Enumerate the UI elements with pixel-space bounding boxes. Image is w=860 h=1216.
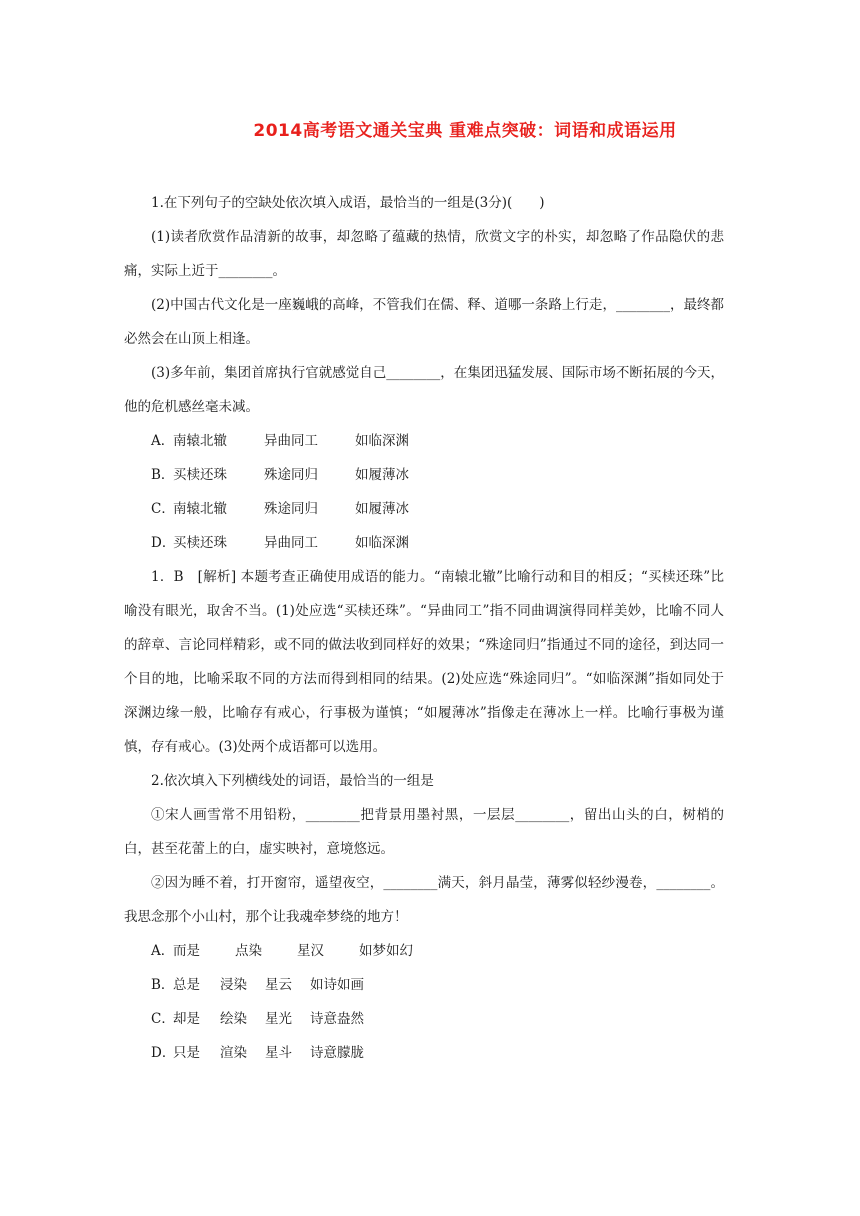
question-2-sentence-2: ②因为睡不着，打开窗帘，遥望夜空，________满天，斜月晶莹，薄雾似轻纱漫卷，________。我思念那个小山村，那个让我魂牵梦绕的地方！ bbox=[124, 875, 724, 925]
question-2-stem: 2.依次填入下列横线处的词语，最恰当的一组是 bbox=[151, 773, 434, 789]
question-2-option-d: D．只是 渲染 星斗 诗意朦胧 bbox=[151, 1045, 364, 1061]
question-1-sentence-2: (2)中国古代文化是一座巍峨的高峰，不管我们在儒、释、道哪一条路上行走，________，最终都必然会在山顶上相逢。 bbox=[124, 297, 724, 347]
question-1-answer-analysis: 1．B [解析] 本题考查正确使用成语的能力。“南辕北辙”比喻行动和目的相反；“买椟还珠”比喻没有眼光，取舍不当。(1)处应选“买椟还珠”。“异曲同工”指不同曲调演得同样美妙，比喻不同人的辞章、言论同样精彩，或不同的做法收到同样好的效果；“殊途同归”指通过不同的途径，到达同一个目的地，比喻采取不同的方法而得到相同的结果。(2)处应选“殊途同归”。“如临深渊”指如同处于深渊边缘一般，比喻存有戒心，行事极为谨慎；“如履薄冰”指像走在薄冰上一样。比喻行事极为谨慎，存有戒心。(3)处两个成语都可以选用。 bbox=[124, 569, 724, 755]
question-2-sentence-1: ①宋人画雪常不用铅粉，________把背景用墨衬黑，一层层________，留出山头的白，树梢的白，甚至花蕾上的白，虚实映衬，意境悠远。 bbox=[124, 807, 724, 857]
document-body bbox=[124, 186, 724, 1070]
question-1-option-d: D．买椟还珠 异曲同工 如临深渊 bbox=[151, 535, 409, 551]
question-1-sentence-1: (1)读者欣赏作品清新的故事，却忽略了蕴藏的热情，欣赏文字的朴实，却忽略了作品隐伏的悲痛，实际上近于________。 bbox=[124, 229, 724, 279]
question-2-option-b: B．总是 浸染 星云 如诗如画 bbox=[151, 977, 364, 993]
question-1-stem: 1.在下列句子的空缺处依次填入成语，最恰当的一组是(3分)( ) bbox=[151, 195, 545, 211]
question-1-option-c: C．南辕北辙 殊途同归 如履薄冰 bbox=[151, 501, 409, 517]
question-1-option-a: A．南辕北辙 异曲同工 如临深渊 bbox=[151, 433, 409, 449]
question-2-option-c: C．却是 绘染 星光 诗意盎然 bbox=[151, 1011, 364, 1027]
question-1-option-b: B．买椟还珠 殊途同归 如履薄冰 bbox=[151, 467, 409, 483]
document-title: 2014高考语文通关宝典 重难点突破：词语和成语运用 bbox=[253, 121, 677, 141]
question-1-sentence-3: (3)多年前，集团首席执行官就感觉自己________，在集团迅猛发展、国际市场不断拓展的今天，他的危机感丝毫未减。 bbox=[124, 365, 724, 415]
question-2-option-a: A．而是 点染 星汉 如梦如幻 bbox=[151, 943, 413, 959]
